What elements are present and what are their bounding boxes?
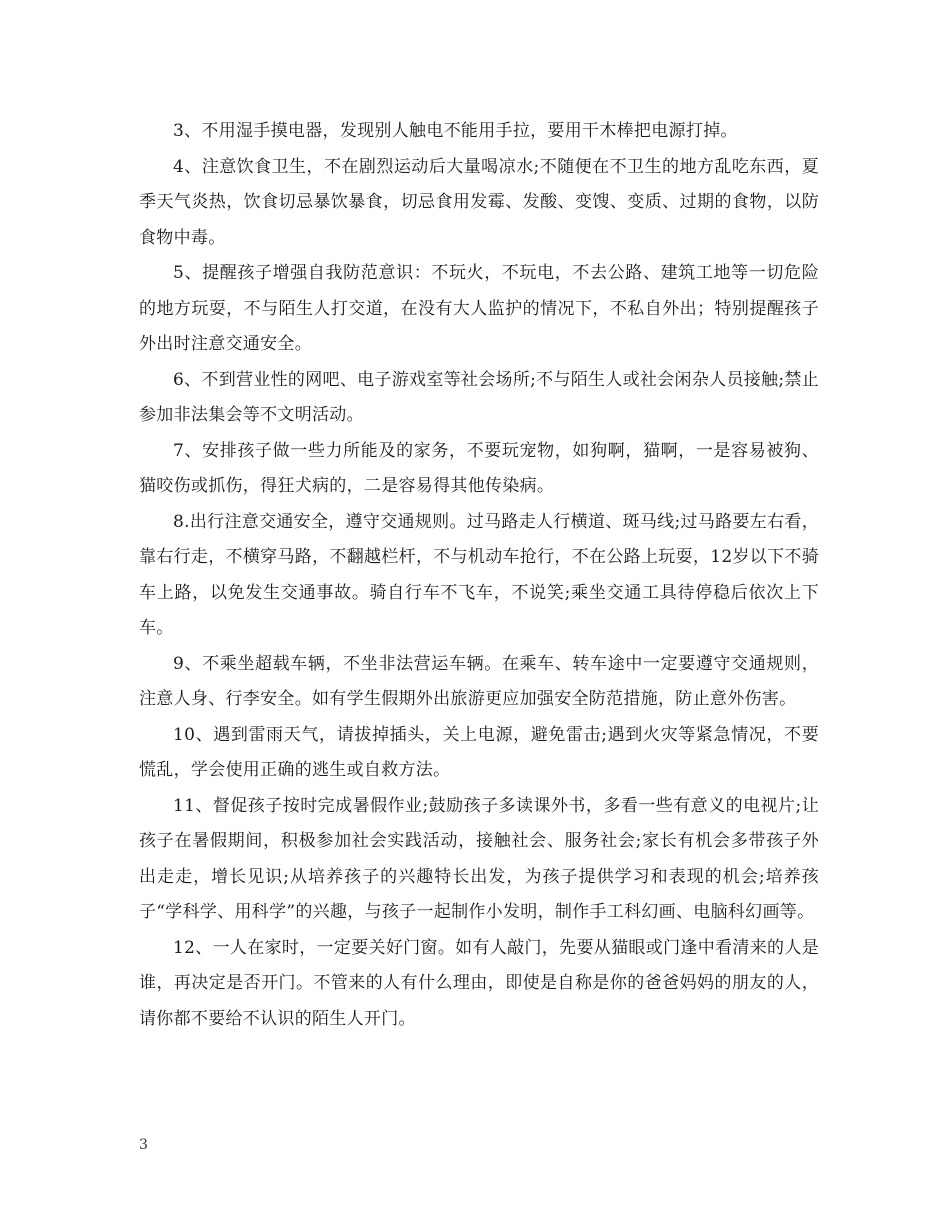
paragraph-item-8: 8.出行注意交通安全，遵守交通规则。过马路走人行横道、斑马线;过马路要左右看，靠右行走，不横穿马路，不翻越栏杆，不与机动车抢行，不在公路上玩耍，12岁以下不骑车上路，以免发生交通事故。骑自行车不飞车，不说笑;乘坐交通工具待停稳后依次上下车。 bbox=[139, 511, 819, 638]
document-body bbox=[139, 114, 819, 1037]
paragraph-item-12: 12、一人在家时，一定要关好门窗。如有人敲门，先要从猫眼或门逢中看清来的人是谁，再决定是否开门。不管来的人有什么理由，即使是自称是你的爸爸妈妈的朋友的人，请你都不要给不认识的陌生人开门。 bbox=[139, 937, 819, 1029]
page-number: 3 bbox=[139, 1137, 148, 1153]
paragraph-item-6: 6、不到营业性的网吧、电子游戏室等社会场所;不与陌生人或社会闲杂人员接触;禁止参加非法集会等不文明活动。 bbox=[139, 369, 819, 425]
paragraph-item-5: 5、提醒孩子增强自我防范意识：不玩火，不玩电，不去公路、建筑工地等一切危险的地方玩耍，不与陌生人打交道，在没有大人监护的情况下，不私自外出；特别提醒孩子外出时注意交通安全。 bbox=[139, 263, 819, 354]
paragraph-item-11: 11、督促孩子按时完成暑假作业;鼓励孩子多读课外书，多看一些有意义的电视片;让孩子在暑假期间，积极参加社会实践活动，接触社会、服务社会;家长有机会多带孩子外出走走，增长见识;从培养孩子的兴趣特长出发，为孩子提供学习和表现的机会;培养孩子“学科学、用科学”的兴趣，与孩子一起制作小发明，制作手工科幻画、电脑科幻画等。 bbox=[139, 795, 819, 922]
paragraph-item-9: 9、不乘坐超载车辆，不坐非法营运车辆。在乘车、转车途中一定要遵守交通规则，注意人身、行李安全。如有学生假期外出旅游更应加强安全防范措施，防止意外伤害。 bbox=[139, 653, 819, 709]
paragraph-item-10: 10、遇到雷雨天气，请拔掉插头，关上电源，避免雷击;遇到火灾等紧急情况，不要慌乱，学会使用正确的逃生或自救方法。 bbox=[139, 724, 819, 780]
paragraph-item-4: 4、注意饮食卫生，不在剧烈运动后大量喝凉水;不随便在不卫生的地方乱吃东西，夏季天气炎热，饮食切忌暴饮暴食，切忌食用发霉、发酸、变馊、变质、过期的食物，以防食物中毒。 bbox=[139, 156, 819, 248]
paragraph-item-7: 7、安排孩子做一些力所能及的家务，不要玩宠物，如狗啊，猫啊，一是容易被狗、猫咬伤或抓伤，得狂犬病的，二是容易得其他传染病。 bbox=[139, 440, 819, 496]
paragraph-item-3: 3、不用湿手摸电器，发现别人触电不能用手拉，要用干木棒把电源打掉。 bbox=[173, 121, 738, 141]
